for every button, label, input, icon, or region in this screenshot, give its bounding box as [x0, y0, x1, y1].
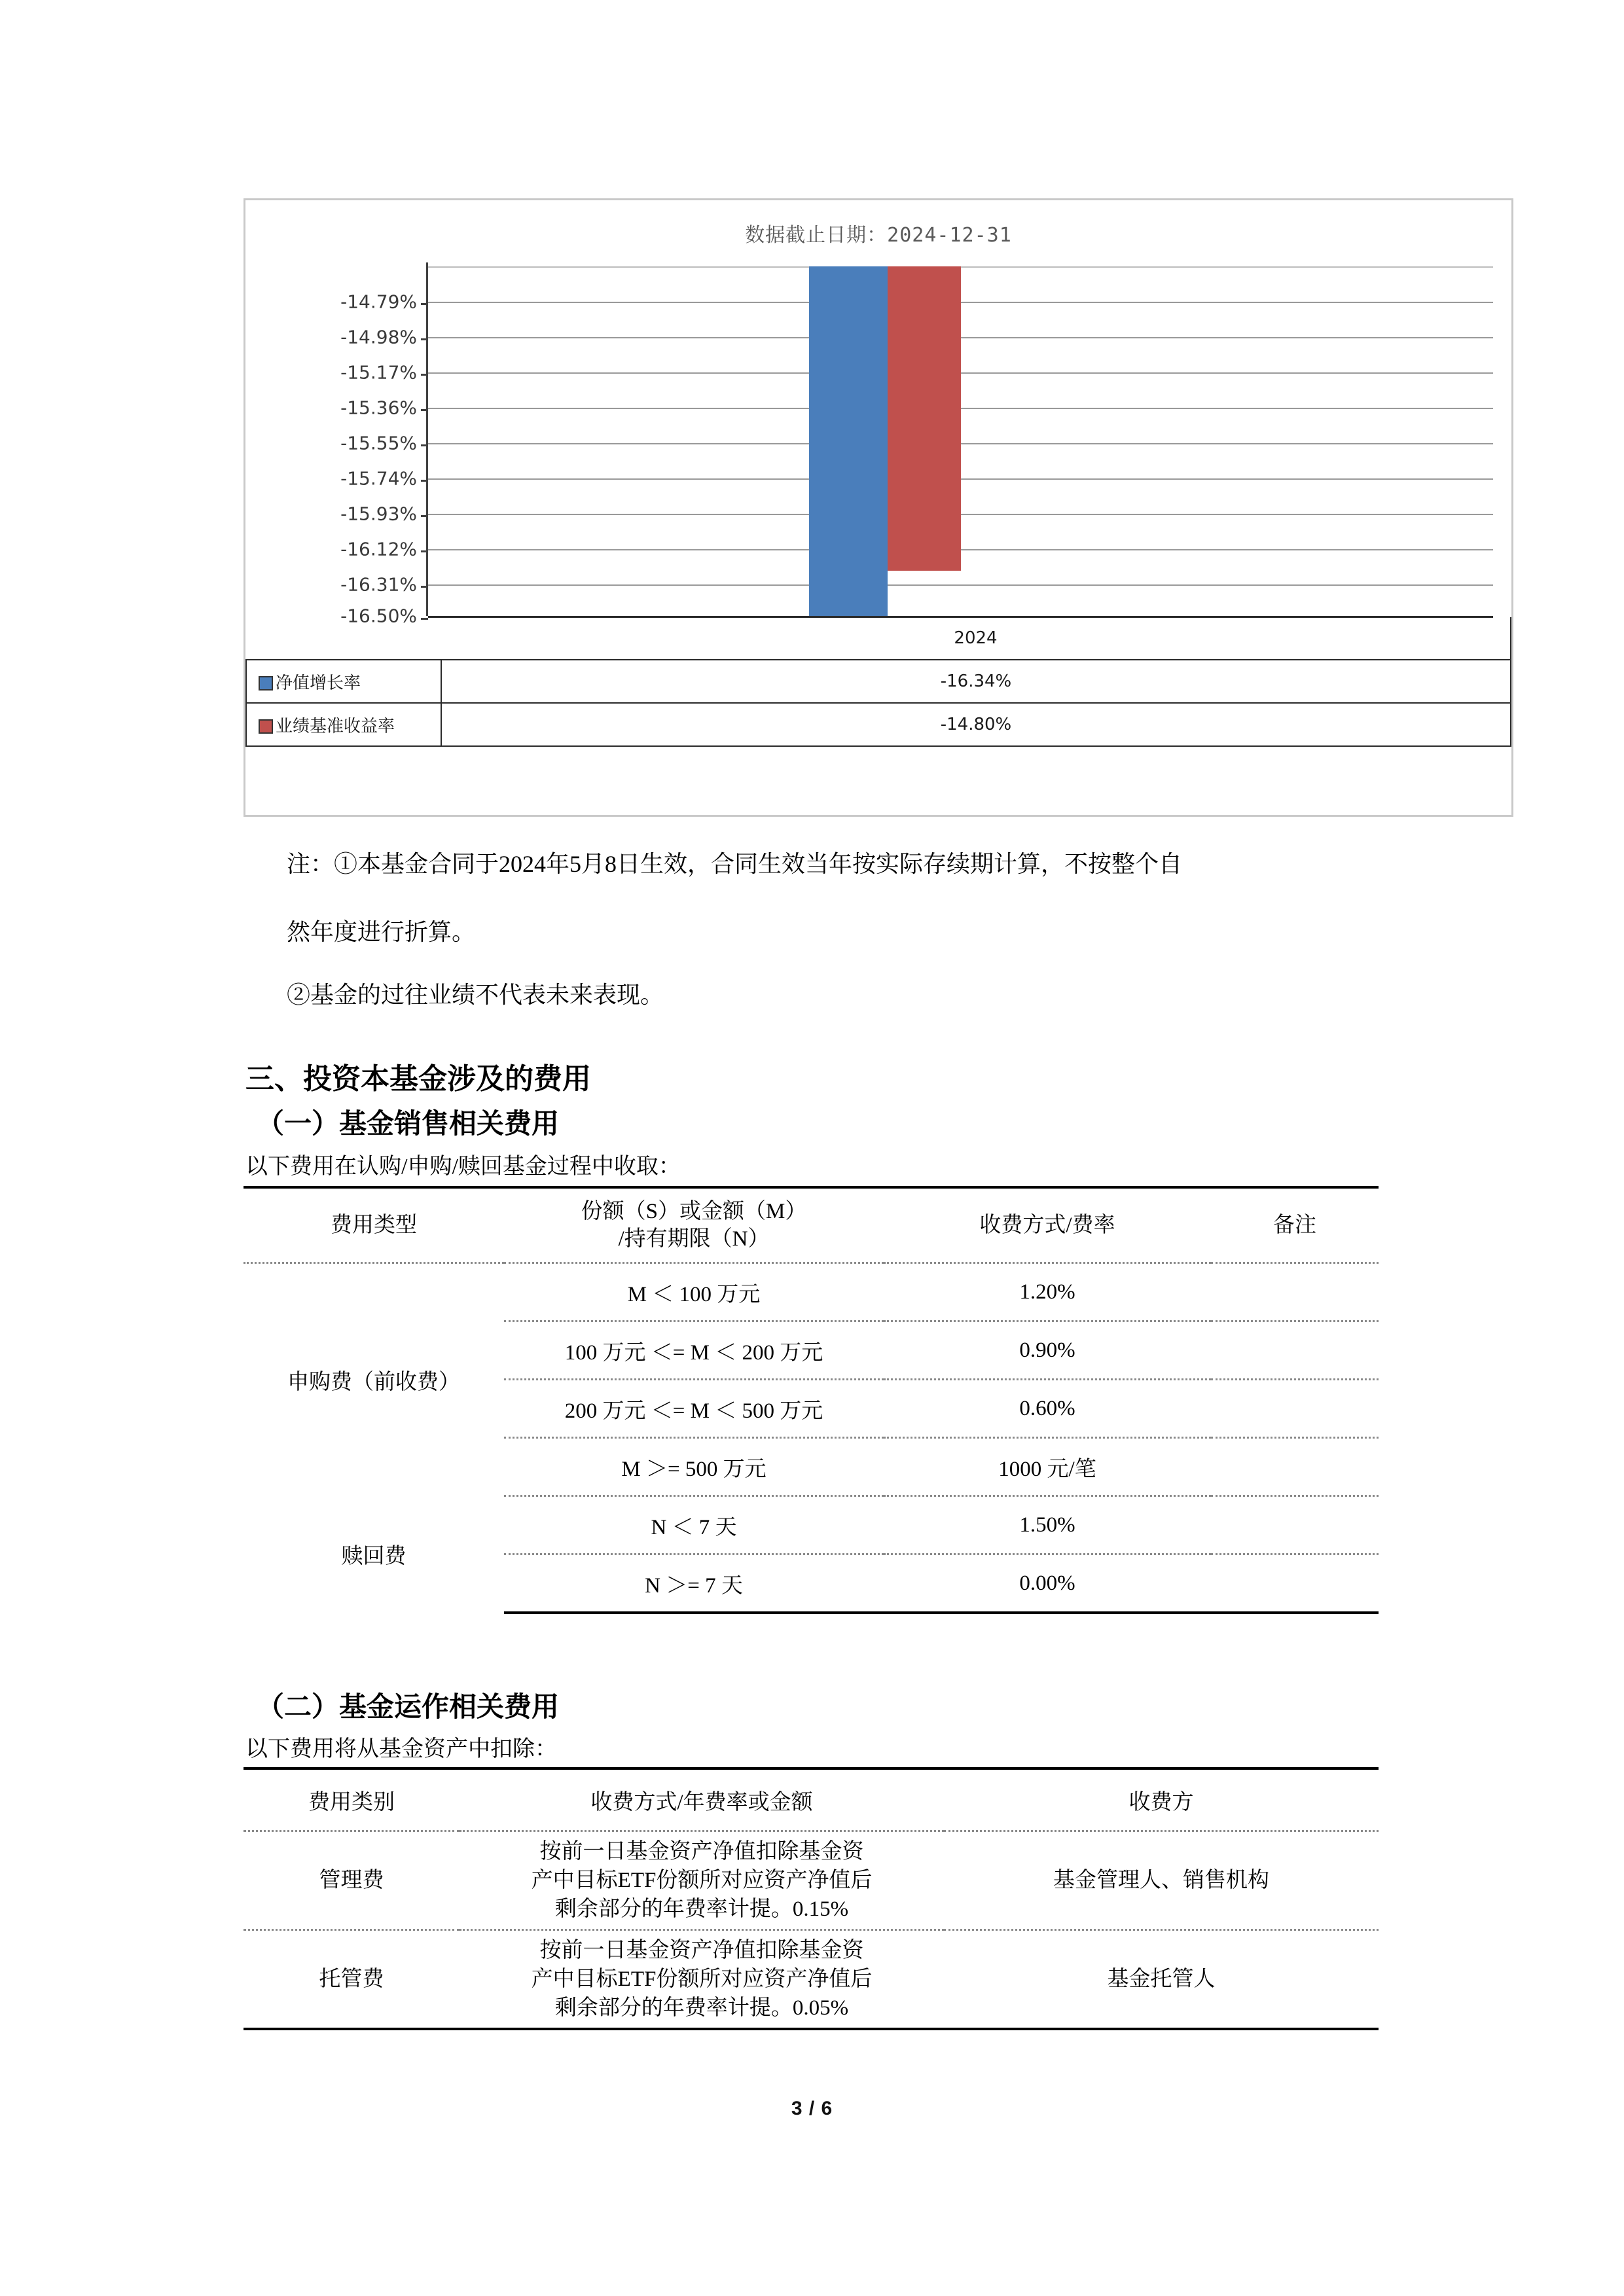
- header-charge-rate: 收费方式/费率: [884, 1187, 1211, 1263]
- chart-legend-row-nav: [246, 660, 1511, 703]
- y-tick-label: -14.79%: [340, 291, 417, 313]
- legend-entry-nav-growth: [246, 660, 441, 703]
- fee-remark: [1211, 1263, 1379, 1321]
- fee-category-subscription: 申购费（前收费）: [287, 1370, 460, 1394]
- table-row: [244, 1263, 1379, 1321]
- fee-rate: 0.60%: [884, 1380, 1211, 1438]
- fee-method-line1: 按前一日基金资产净值扣除基金资: [539, 1938, 864, 1962]
- table-header-row: [244, 1768, 1379, 1831]
- y-axis-tick-labels: [245, 262, 426, 627]
- header-fee-type: 费用类型: [244, 1187, 504, 1263]
- legend-value-nav-growth: -16.34%: [441, 660, 1511, 703]
- fee-remark: [1211, 1496, 1379, 1554]
- y-tick-label: -16.50%: [340, 605, 417, 627]
- header-amount-line1: 份额（S）或金额（M）: [581, 1199, 807, 1223]
- fee-category-management: 管理费: [244, 1831, 460, 1930]
- fee-rate: 0.00%: [884, 1554, 1211, 1613]
- fee-method-line2: 产中目标ETF份额所对应资产净值后: [531, 1967, 873, 1991]
- bar-benchmark-return: [888, 266, 961, 571]
- header-charge-method: 收费方式/年费率或金额: [460, 1768, 944, 1831]
- table-row: [244, 1930, 1379, 2030]
- fee-payee-custody: 基金托管人: [944, 1930, 1379, 2030]
- fee-remark: [1211, 1380, 1379, 1438]
- y-tick-label: -15.55%: [340, 432, 417, 454]
- fee-condition: N ＞= 7 天: [504, 1554, 884, 1613]
- fee-method-management: [460, 1831, 944, 1930]
- y-tick-label: -15.36%: [340, 397, 417, 419]
- fee-method-line2: 产中目标ETF份额所对应资产净值后: [531, 1868, 873, 1892]
- lead-text-2: 以下费用将从基金资产中扣除：: [245, 1737, 557, 1761]
- fee-remark: [1211, 1321, 1379, 1380]
- chart-category-blank: [246, 617, 441, 660]
- operation-fee-table: [244, 1767, 1379, 2030]
- header-remark: 备注: [1211, 1187, 1379, 1263]
- chart-legend-row-bench: [246, 703, 1511, 746]
- table-row: [244, 1831, 1379, 1930]
- header-fee-category: 费用类别: [244, 1768, 460, 1831]
- fee-remark: [1211, 1438, 1379, 1496]
- chart-category-row: [246, 617, 1511, 660]
- header-amount-period: [504, 1187, 884, 1263]
- fee-method-line1: 按前一日基金资产净值扣除基金资: [539, 1839, 864, 1863]
- legend-label: 业绩基准收益率: [276, 716, 395, 736]
- header-amount-line2: /持有期限（N）: [618, 1227, 770, 1251]
- fee-method-line3: 剩余部分的年费率计提。0.05%: [554, 1996, 849, 2020]
- fee-condition: M ＞= 500 万元: [504, 1438, 884, 1496]
- fee-rate: 1000 元/笔: [884, 1438, 1211, 1496]
- y-tick-label: -14.98%: [340, 326, 417, 348]
- performance-chart: [244, 198, 1513, 817]
- fee-condition: 200 万元 ＜= M ＜ 500 万元: [504, 1380, 884, 1438]
- fee-rate: 0.90%: [884, 1321, 1211, 1380]
- page-footer: 3 / 6: [791, 2098, 833, 2119]
- lead-text-1: 以下费用在认购/申购/赎回基金过程中收取：: [245, 1155, 681, 1179]
- chart-category-label: 2024: [441, 617, 1511, 660]
- fee-condition: 100 万元 ＜= M ＜ 200 万元: [504, 1321, 884, 1380]
- sales-fee-table: [244, 1186, 1379, 1614]
- note-line-1: 注：①本基金合同于2024年5月8日生效，合同生效当年按实际存续期计算，不按整个自: [287, 851, 1183, 877]
- legend-swatch-red-icon: [259, 719, 273, 734]
- fee-condition: M ＜ 100 万元: [504, 1263, 884, 1321]
- y-tick-label: -16.12%: [340, 538, 417, 560]
- y-tick-label: -15.17%: [340, 361, 417, 384]
- fee-condition: N ＜ 7 天: [504, 1496, 884, 1554]
- fee-rate: 1.50%: [884, 1496, 1211, 1554]
- chart-title: 数据截止日期：2024-12-31: [745, 224, 1012, 247]
- note-line-2: 然年度进行折算。: [287, 919, 476, 945]
- fee-payee-management: 基金管理人、销售机构: [944, 1831, 1379, 1930]
- legend-entry-benchmark: [246, 703, 441, 746]
- fee-method-line3: 剩余部分的年费率计提。0.15%: [554, 1897, 849, 1922]
- y-tick-label: -15.93%: [340, 503, 417, 525]
- table-row: [244, 1496, 1379, 1554]
- y-tick-label: -16.31%: [340, 573, 417, 596]
- subsection-heading-1: （一）基金销售相关费用: [257, 1109, 560, 1139]
- fee-method-custody: [460, 1930, 944, 2030]
- chart-data-table: [245, 617, 1511, 747]
- table-header-row: [244, 1187, 1379, 1263]
- legend-value-benchmark: -14.80%: [441, 703, 1511, 746]
- fee-remark: [1211, 1554, 1379, 1613]
- fee-category-custody: 托管费: [244, 1930, 460, 2030]
- chart-bars: [428, 262, 1493, 616]
- chart-plot-wrapper: [245, 262, 1511, 627]
- bar-nav-growth-rate: [809, 266, 888, 616]
- subsection-heading-2: （二）基金运作相关费用: [257, 1693, 560, 1723]
- legend-label: 净值增长率: [276, 673, 361, 693]
- legend-swatch-blue-icon: [259, 676, 273, 691]
- note-line-3: ②基金的过往业绩不代表未来表现。: [287, 982, 664, 1008]
- header-payee: 收费方: [944, 1768, 1379, 1831]
- fee-rate: 1.20%: [884, 1263, 1211, 1321]
- y-tick-label: -15.74%: [340, 467, 417, 490]
- section-heading-3: 三、投资本基金涉及的费用: [245, 1063, 591, 1095]
- fee-category-redemption: 赎回费: [341, 1545, 406, 1569]
- chart-plot-area: [426, 262, 1493, 616]
